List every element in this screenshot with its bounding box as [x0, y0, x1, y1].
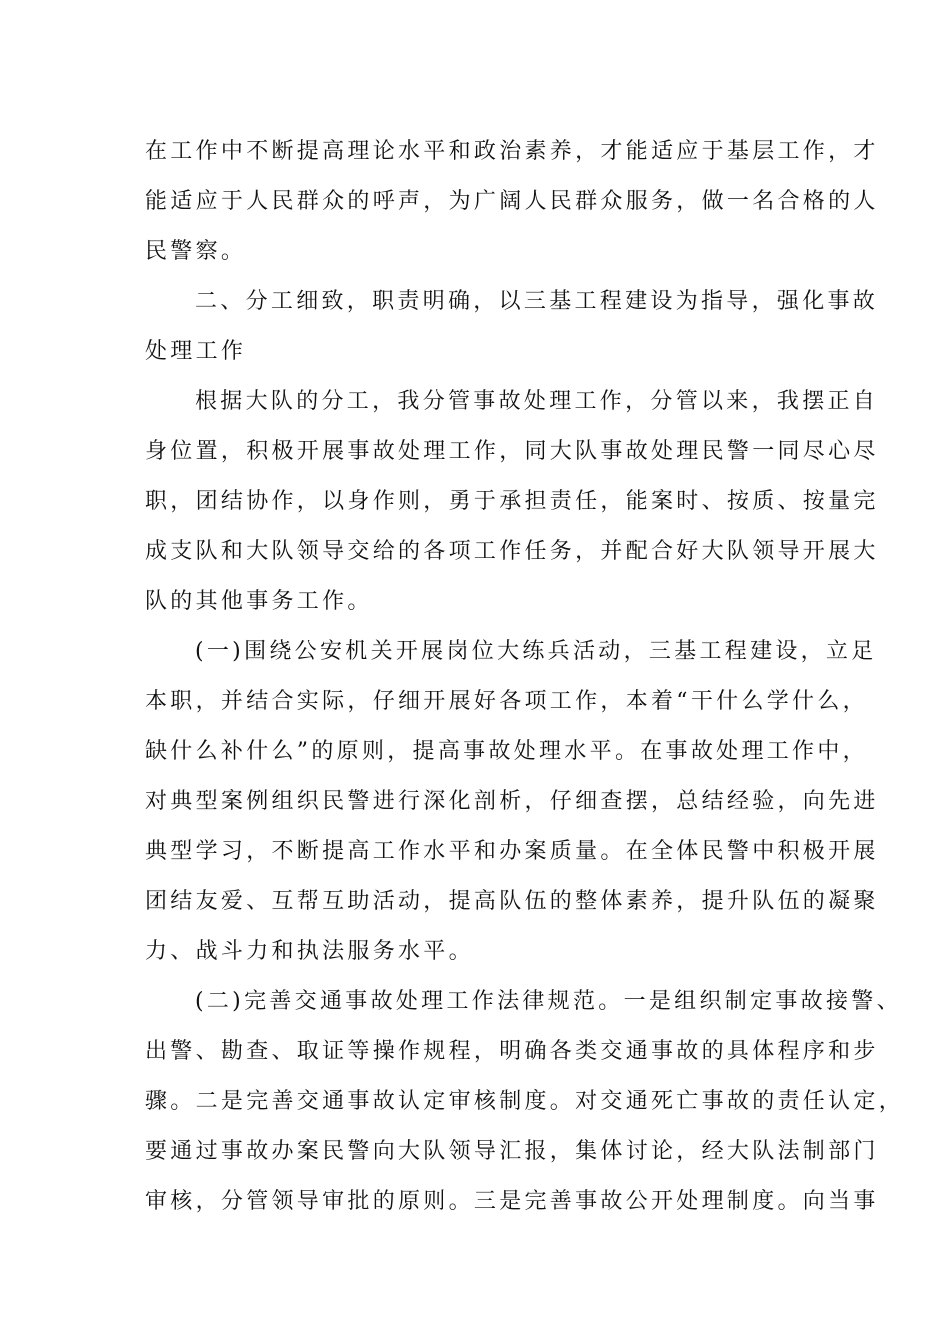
text-line: 民警察。 — [145, 239, 247, 264]
text-line: 出警、勘查、取证等操作规程，明确各类交通事故的具体程序和步 — [145, 1039, 879, 1064]
text-line: 审核，分管领导审批的原则。三是完善事故公开处理制度。向当事 — [145, 1189, 879, 1214]
paragraph — [145, 627, 879, 977]
text-line: 成支队和大队领导交给的各项工作任务，并配合好大队领导开展大 — [145, 539, 879, 564]
text-line: 力、战斗力和执法服务水平。 — [145, 939, 474, 964]
text-line: 身位置，积极开展事故处理工作，同大队事故处理民警一同尽心尽 — [145, 439, 879, 464]
text-line: 处理工作 — [145, 339, 247, 364]
text-line: 在工作中不断提高理论水平和政治素养，才能适应于基层工作，才 — [145, 139, 879, 164]
text-line: 二、分工细致，职责明确，以三基工程建设为指导，强化事故 — [195, 289, 879, 314]
text-line: 根据大队的分工，我分管事故处理工作，分管以来，我摆正自 — [195, 389, 879, 414]
text-line: (一)围绕公安机关开展岗位大练兵活动，三基工程建设，立足 — [195, 639, 877, 664]
text-line: 队的其他事务工作。 — [145, 589, 373, 614]
text-line: 能适应于人民群众的呼声，为广阔人民群众服务，做一名合格的人 — [145, 189, 879, 214]
paragraph — [145, 377, 879, 627]
paragraph — [145, 127, 879, 277]
text-line: 职，团结协作，以身作则，勇于承担责任，能案时、按质、按量完 — [145, 489, 879, 514]
document-page — [145, 127, 905, 1227]
text-line: (二)完善交通事故处理工作法律规范。一是组织制定事故接警、 — [195, 989, 902, 1014]
text-line: 典型学习，不断提高工作水平和办案质量。在全体民警中积极开展 — [145, 839, 879, 864]
text-line: 本职，并结合实际，仔细开展好各项工作，本着“干什么学什么， — [145, 689, 868, 714]
text-line: 骤。二是完善交通事故认定审核制度。对交通死亡事故的责任认定， — [145, 1089, 905, 1114]
paragraph — [145, 977, 905, 1227]
paragraph — [145, 277, 879, 377]
text-line: 团结友爱、互帮互助活动，提高队伍的整体素养，提升队伍的凝聚 — [145, 889, 879, 914]
text-line: 要通过事故办案民警向大队领导汇报，集体讨论，经大队法制部门 — [145, 1139, 879, 1164]
text-line: 缺什么补什么”的原则，提高事故处理水平。在事故处理工作中， — [145, 739, 868, 764]
text-line: 对典型案例组织民警进行深化剖析，仔细查摆，总结经验，向先进 — [145, 789, 879, 814]
